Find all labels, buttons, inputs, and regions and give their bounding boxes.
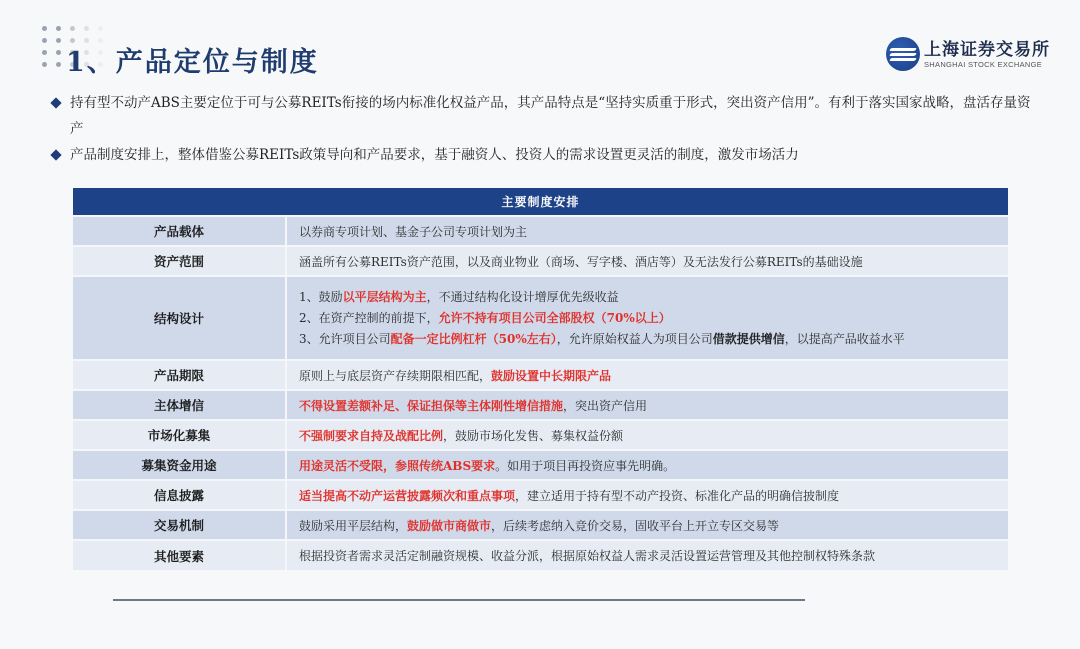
highlight-text: 鼓励做市商做市 [407,518,492,533]
bullet-text: 产品制度安排上，整体借鉴公募REITs政策导向和产品要求，基于融资人、投资人的需求设置更灵活的制度，激发市场活力 [70,147,799,163]
row-label: 其他要素 [73,540,286,570]
row-label: 结构设计 [73,276,286,360]
highlight-text: 不得设置差额补足、保证担保等主体刚性增信措施 [299,398,564,413]
row-value [286,246,1008,276]
row-label: 产品载体 [73,216,286,246]
cell-text: 原则上与底层资产存续期限相匹配， [299,368,492,383]
table-row [73,450,1008,480]
cell-text: 3、允许项目公司 [299,331,391,346]
table-header: 主要制度安排 [73,188,1008,216]
row-label: 主体增信 [73,390,286,420]
highlight-text: 不强制要求自持及战配比例 [299,428,444,443]
table-row [73,540,1008,570]
cell-text: ，以提高产品收益水平 [784,331,905,346]
bullet-item [50,90,1040,142]
row-label: 资产范围 [73,246,286,276]
cell-text: 鼓励采用平层结构， [299,518,408,533]
cell-text: ，建立适用于持有型不动产投资、标准化产品的明确信披制度 [515,488,840,503]
row-value-line [299,308,1008,329]
cell-text: 2、在资产控制的前提下， [299,310,439,325]
footer-divider [113,599,805,601]
cell-text: 以券商专项计划、基金子公司专项计划为主 [299,224,528,239]
table-row [73,420,1008,450]
row-value-line [299,329,1008,350]
sse-logo-icon [886,37,920,71]
cell-text: ，突出资产信用 [563,398,648,413]
table-row [73,276,1008,360]
highlight-text: 允许不持有项目公司全部股权（70%以上） [438,310,671,325]
row-value [286,276,1008,360]
row-label: 产品期限 [73,360,286,390]
row-label: 交易机制 [73,510,286,540]
bullet-text: 持有型不动产ABS主要定位于可与公募REITs衔接的场内标准化权益产品，其产品特点是“坚持实质重于形式，突出资产信用”。有利于落实国家战略，盘活存量资产 [70,95,1031,137]
cell-text: ，后续考虑纳入竞价交易，固收平台上开立专区交易等 [491,518,780,533]
bullet-list [50,90,1040,168]
highlight-text: 以平层结构为主 [342,289,427,304]
table-row [73,480,1008,510]
bullet-item [50,142,1040,168]
highlight-text: 配备一定比例杠杆（50%左右） [390,331,557,346]
highlight-text: 适当提高不动产运营披露频次和重点事项 [299,488,516,503]
row-label: 市场化募集 [73,420,286,450]
row-value [286,420,1008,450]
row-value [286,450,1008,480]
logo-name-en: SHANGHAI STOCK EXCHANGE [924,59,1043,69]
row-label: 信息披露 [73,480,286,510]
row-value-line [299,287,1008,308]
row-label: 募集资金用途 [73,450,286,480]
cell-text: 借款提供增信 [712,331,785,346]
row-value [286,510,1008,540]
highlight-text: 用途灵活不受限，参照传统ABS要求 [299,458,496,473]
slide-title: 1、产品定位与制度 [66,47,319,78]
table-row [73,246,1008,276]
cell-text: 。如用于项目再投资应事先明确。 [495,458,676,473]
cell-text: ，不通过结构化设计增厚优先级收益 [426,289,619,304]
cell-text: 涵盖所有公募REITs资产范围，以及商业物业（商场、写字楼、酒店等）及无法发行公募REITs的基础设施 [299,254,863,269]
row-value [286,390,1008,420]
diamond-bullet-icon [50,149,61,160]
sse-logo [886,34,1056,74]
diamond-bullet-icon [50,97,61,108]
highlight-text: 鼓励设置中长期限产品 [491,368,612,383]
cell-text: 根据投资者需求灵活定制融资规模、收益分派，根据原始权益人需求灵活设置运营管理及其他控制权特殊条款 [299,549,876,563]
table-row [73,390,1008,420]
table-row [73,360,1008,390]
row-value [286,540,1008,570]
table-row [73,510,1008,540]
cell-text: ，鼓励市场化发售、募集权益份额 [443,428,624,443]
table-row [73,216,1008,246]
cell-text: 1、鼓励 [299,289,343,304]
institution-table [73,188,1008,570]
row-value [286,480,1008,510]
cell-text: ，允许原始权益人为项目公司 [556,331,713,346]
row-value [286,360,1008,390]
logo-name-cn: 上海证券交易所 [924,39,1050,60]
row-value [286,216,1008,246]
